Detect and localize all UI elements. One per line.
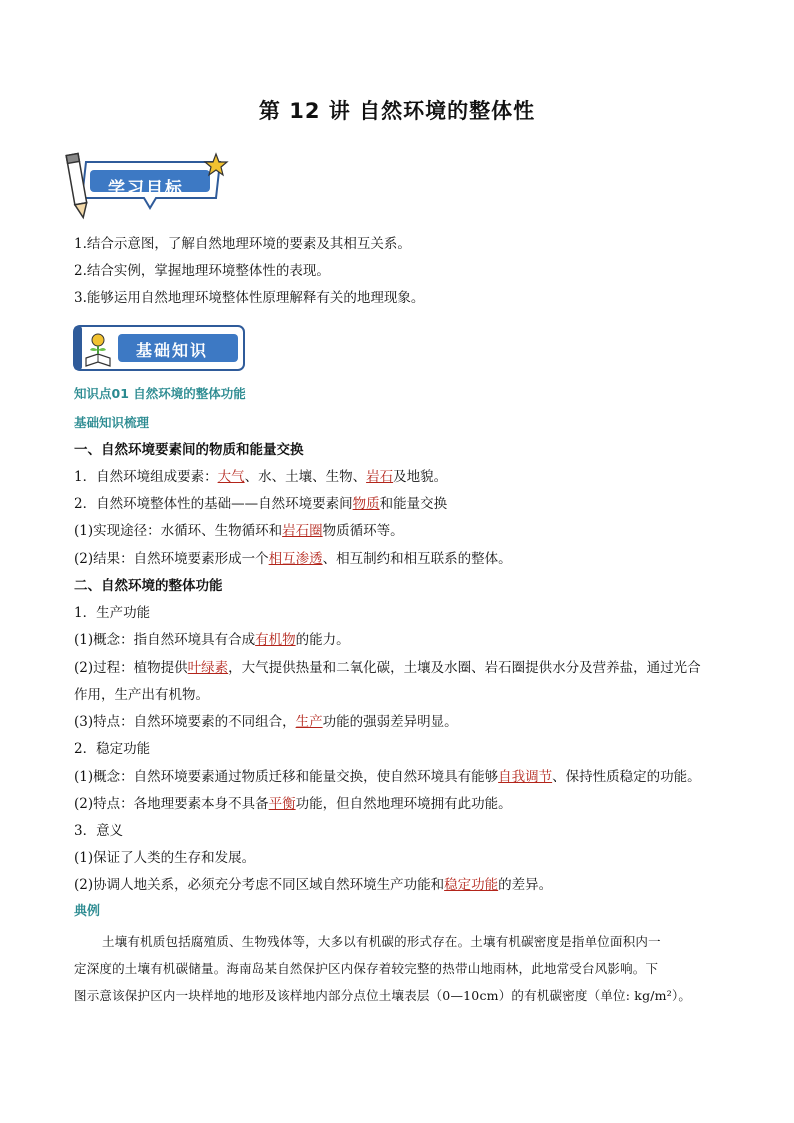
line-basis: 2．自然环境整体性的基础——自然环境要素间物质和能量交换 — [74, 496, 448, 512]
page-title: 第 12 讲 自然环境的整体性 — [258, 99, 536, 123]
line-stability-feature: (2)特点：各地理要素本身不具备平衡功能，但自然地理环境拥有此功能。 — [74, 796, 512, 812]
learning-goals-badge — [64, 148, 236, 222]
line-result: (2)结果：自然环境要素形成一个相互渗透、相互制约和相互联系的整体。 — [74, 551, 512, 567]
knowledge-point-title: 知识点01 自然环境的整体功能 — [74, 386, 246, 401]
knowledge-subtitle: 基础知识梳理 — [74, 415, 150, 430]
basic-knowledge-badge — [72, 322, 248, 374]
line-stability-concept: (1)概念：自然环境要素通过物质迁移和能量交换，使自然环境具有能够自我调节、保持性质稳定的功能。 — [74, 769, 701, 785]
section-heading-1: 一、自然环境要素间的物质和能量交换 — [74, 442, 304, 458]
example-line-1: 土壤有机质包括腐殖质、生物残体等，大多以有机碳的形式存在。土壤有机碳密度是指单位面积内一 — [102, 934, 661, 949]
section-heading-2: 二、自然环境的整体功能 — [74, 578, 223, 594]
line-path: (1)实现途径：水循环、生物循环和岩石圈物质循环等。 — [74, 523, 404, 539]
learning-goals-label: 学习目标 — [108, 179, 184, 199]
line-components: 1．自然环境组成要素：大气、水、土壤、生物、岩石及地貌。 — [74, 469, 448, 485]
subheading-stability: 2．稳定功能 — [74, 741, 151, 757]
example-line-2: 定深度的土壤有机碳储量。海南岛某自然保护区内保存着较完整的热带山地雨林，此地常受台风影响。下 — [74, 961, 659, 976]
line-production-process-cont: 作用，生产出有机物。 — [74, 687, 209, 703]
subheading-production: 1．生产功能 — [74, 605, 151, 621]
line-significance-1: (1)保证了人类的生存和发展。 — [74, 850, 256, 866]
goal-3: 3.能够运用自然地理环境整体性原理解释有关的地理现象。 — [74, 290, 425, 306]
line-significance-2: (2)协调人地关系，必须充分考虑不同区域自然环境生产功能和稳定功能的差异。 — [74, 877, 553, 893]
example-label: 典例 — [74, 904, 101, 919]
goal-1: 1.结合示意图，了解自然地理环境的要素及其相互关系。 — [74, 236, 411, 252]
line-production-process: (2)过程：植物提供叶绿素，大气提供热量和二氧化碳，土壤及水圈、岩石圈提供水分及营养盐，通过光合 — [74, 660, 701, 676]
example-line-3: 图示意该保护区内一块样地的地形及该样地内部分点位土壤表层（0—10cm）的有机碳密度（单位: kg/m²）。 — [74, 988, 692, 1003]
basic-knowledge-label: 基础知识 — [136, 341, 209, 360]
goal-2: 2.结合实例，掌握地理环境整体性的表现。 — [74, 263, 330, 279]
subheading-significance: 3．意义 — [74, 823, 124, 839]
line-production-concept: (1)概念：指自然环境具有合成有机物的能力。 — [74, 632, 350, 648]
line-production-feature: (3)特点：自然环境要素的不同组合，生产功能的强弱差异明显。 — [74, 714, 458, 730]
